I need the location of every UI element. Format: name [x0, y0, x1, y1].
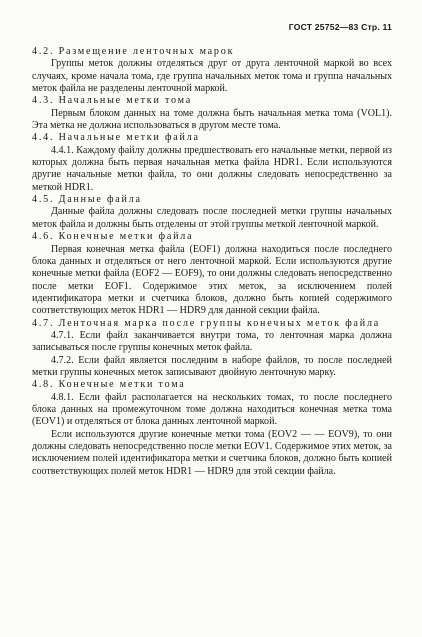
paragraph: 4.4.1. Каждому файлу должны предшествовать его начальные метки, первой из которых должна быть первая начальная метка файла HDR1. Если используются другие начальные метки файла, то они должны следовать непосредственно за меткой HDR1.: [32, 144, 392, 193]
section-heading-4-2: 4.2. Размещение ленточных марок: [32, 46, 235, 57]
section-heading-4-7: 4.7. Ленточная марка после группы конечных меток файла: [32, 317, 381, 329]
section-heading-4-6: 4.6. Конечные метки файла: [32, 231, 194, 243]
page-number: Стр. 11: [361, 22, 392, 32]
section-heading-4-4: 4.4. Начальные метки файла: [32, 132, 200, 144]
paragraph: Первая конечная метка файла (EOF1) должна находиться после последнего блока данных и отделяться от него ленточной маркой. Если используются другие конечные метки файла (EOF2 — EOF9), то они должны следовать непосредственно после метки EOF1. Содержимое этих меток, за исключением полей идентификатора метки и счетчика блоков, должно быть копией содержимого соответствующих меток HDR1 — HDR9 для данной секции файла.: [32, 243, 392, 317]
document-body: [32, 46, 392, 478]
standard-number: ГОСТ 25752—83: [288, 22, 359, 32]
section-heading-4-3: 4.3. Начальные метки тома: [32, 95, 193, 107]
paragraph: 4.7.1. Если файл заканчивается внутри тома, то ленточная марка должна записываться после группы конечных меток файла.: [32, 329, 392, 354]
paragraph: Если используются другие конечные метки тома (EOV2 — — EOV9), то они должны следовать непосредственно после метки EOV1. Содержимое этих меток, за исключением полей идентификатора метки и счетчика блоков, должно быть копией соответствующих полей меток HDR1 — HDR9 для этой секции файла.: [32, 428, 392, 477]
paragraph: Первым блоком данных на томе должна быть начальная метка тома (VOL1). Эта метка не должна использоваться в другом месте тома.: [32, 107, 392, 132]
page-header: [32, 22, 392, 32]
section-heading-4-8: 4.8. Конечные метки тома: [32, 379, 186, 391]
paragraph: 4.8.1. Если файл располагается на нескольких томах, то после последнего блока данных на промежуточном томе должна находиться конечная метка тома (EOV1) и отделяться от блока данных ленточной маркой.: [32, 391, 392, 428]
paragraph: Данные файла должны следовать после последней метки группы начальных меток файла и должны быть отделены от этой группы меткой ленточной маркой.: [32, 206, 392, 230]
paragraph: 4.7.2. Если файл является последним в наборе файлов, то после последней метки группы конечных меток записывают двойную ленточную марку.: [32, 354, 392, 378]
paragraph: Группы меток должны отделяться друг от друга ленточной маркой во всех случаях, кроме начала тома, где группа начальных меток тома и группа начальных меток файла не разделены ленточной маркой.: [32, 58, 392, 95]
section-heading-4-5: 4.5. Данные файла: [32, 194, 142, 206]
